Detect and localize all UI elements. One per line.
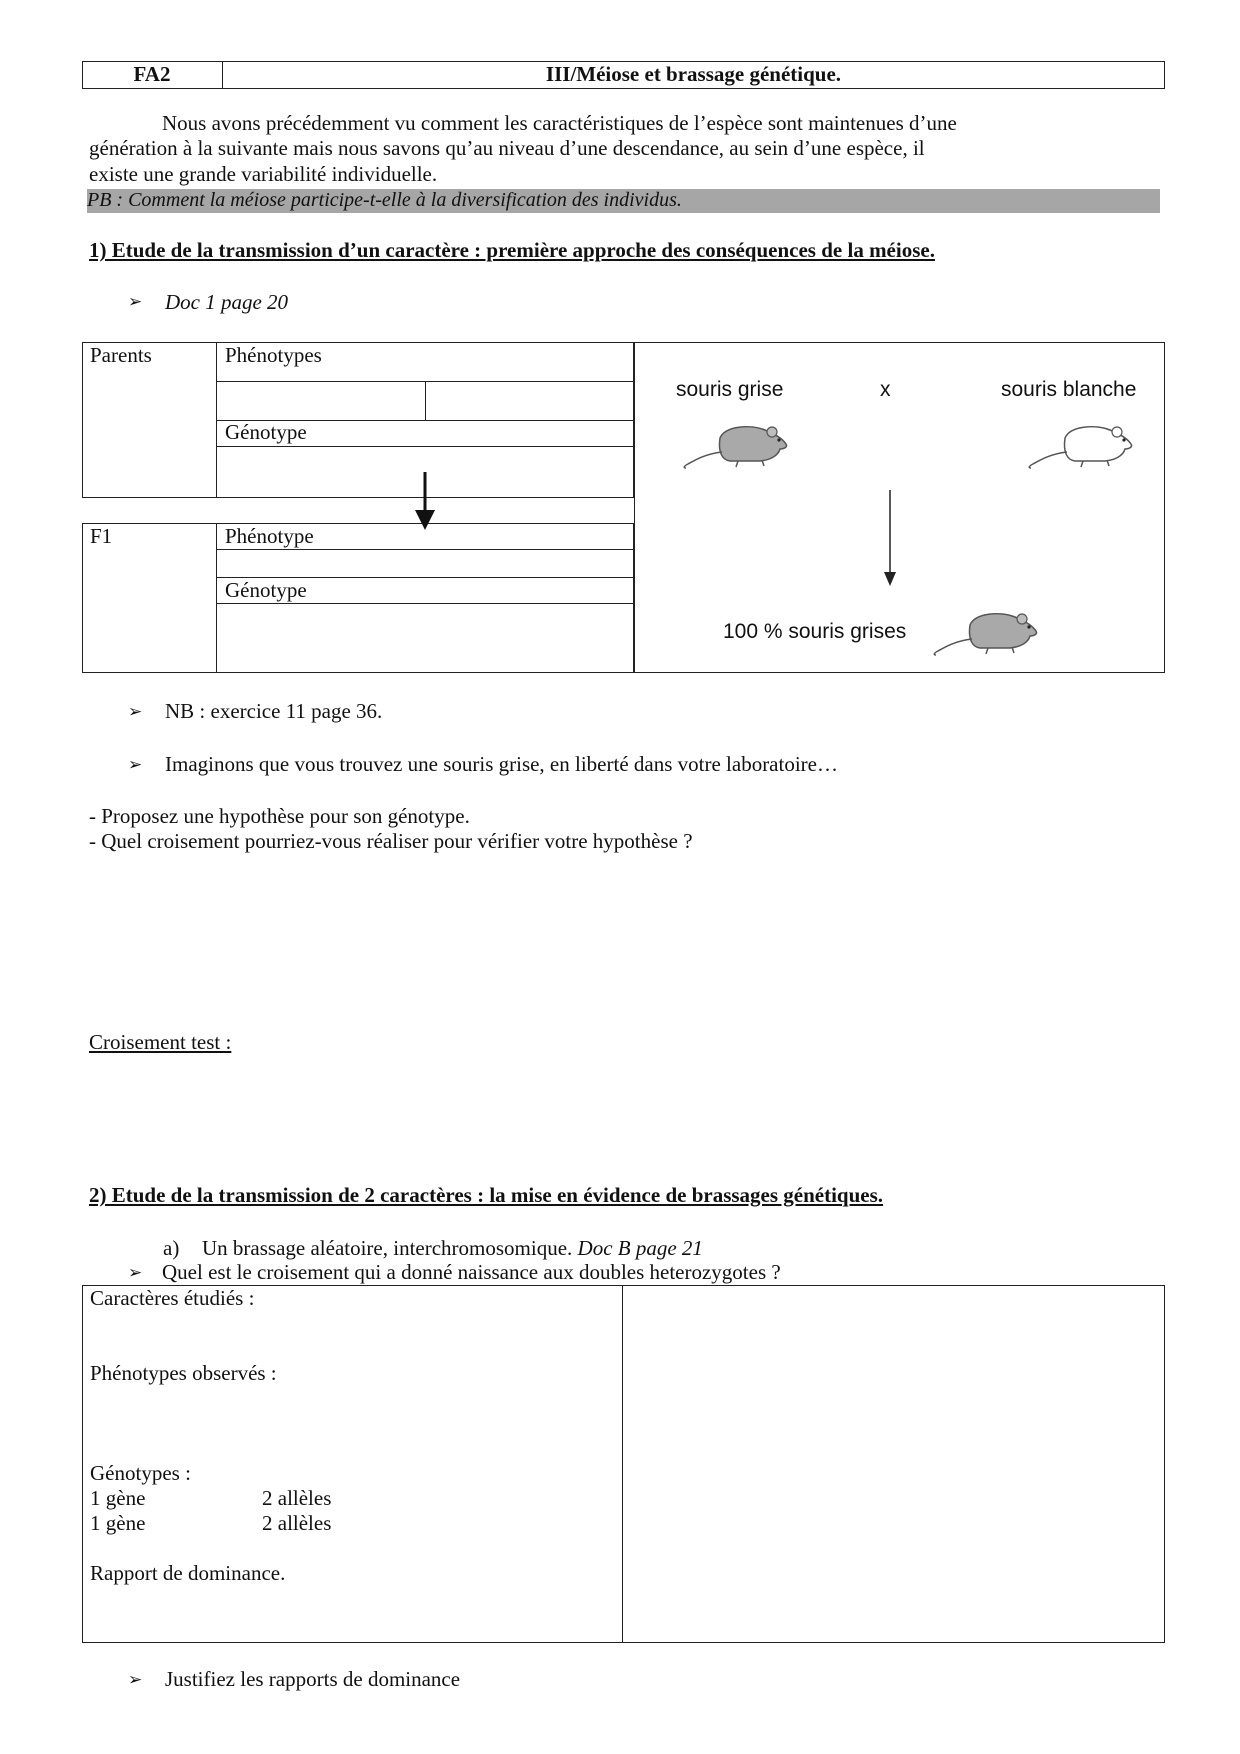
test-cross-label: Croisement test : [89, 1030, 232, 1054]
alleles-1-label: 2 allèles [262, 1486, 332, 1510]
question-hypothesis: - Proposez une hypothèse pour son génotype. [89, 804, 470, 828]
section-2-title: 2) Etude de la transmission de 2 caractères : la mise en évidence de brassages génétiques. [89, 1183, 884, 1207]
mouse-icon [680, 418, 795, 470]
down-arrow-icon [880, 490, 900, 590]
arrow-bullet-icon: ➢ [128, 292, 143, 312]
justify-dominance: Justifiez les rapports de dominance [165, 1667, 461, 1691]
alleles-2-label: 2 allèles [262, 1511, 332, 1535]
genotypes-label: Génotypes : [90, 1461, 191, 1485]
intro-line-2: génération à la suivante mais nous savons qu’au niveau d’une descendance, au sein d’une espèce, il [89, 136, 925, 160]
gene-2-label: 1 gène [90, 1511, 146, 1535]
mouse-icon [1025, 418, 1140, 470]
header-code: FA2 [133, 62, 171, 86]
figure-label-grey-mouse: souris grise [676, 378, 784, 401]
sub-a-heading [202, 1236, 703, 1261]
arrow-bullet-icon: ➢ [128, 702, 143, 722]
phenotype-label: Phénotype [225, 524, 314, 548]
sub-a-marker: a) [163, 1236, 180, 1260]
page-title: III/Méiose et brassage génétique. [545, 62, 842, 86]
characters-table [82, 1285, 1165, 1643]
mouse-icon [930, 605, 1045, 657]
sub-a-text: Un brassage aléatoire, interchromosomique. [202, 1236, 573, 1260]
figure-cross-symbol: x [880, 378, 891, 401]
gene-1-label: 1 gène [90, 1486, 146, 1510]
genotype-f1-label: Génotype [225, 578, 307, 602]
parents-label: Parents [90, 343, 152, 367]
problem-statement: PB : Comment la méiose participe-t-elle à la diversification des individus. [87, 189, 1160, 213]
f1-table [82, 523, 634, 673]
figure-result-label: 100 % souris grises [723, 620, 907, 643]
doc-1-reference: Doc 1 page 20 [165, 290, 289, 314]
nb-exercise: NB : exercice 11 page 36. [165, 699, 383, 723]
intro-line-3: existe une grande variabilité individuelle. [89, 162, 438, 186]
question-cross: - Quel croisement pourriez-vous réaliser pour vérifier votre hypothèse ? [89, 829, 693, 853]
genotype-label: Génotype [225, 420, 307, 444]
imagine-text: Imaginons que vous trouvez une souris grise, en liberté dans votre laboratoire… [165, 752, 838, 776]
observed-phenotypes-label: Phénotypes observés : [90, 1361, 277, 1385]
doc-b-reference: Doc B page 21 [577, 1236, 703, 1260]
phenotypes-label: Phénotypes [225, 343, 322, 367]
arrow-bullet-icon: ➢ [128, 1670, 143, 1690]
figure-label-white-mouse: souris blanche [1001, 378, 1137, 401]
intro-line-1: Nous avons précédemment vu comment les caractéristiques de l’espèce sont maintenues d’une [162, 111, 957, 135]
arrow-bullet-icon: ➢ [128, 755, 143, 775]
cross-question: Quel est le croisement qui a donné naissance aux doubles heterozygotes ? [162, 1260, 781, 1284]
down-arrow-icon [410, 472, 440, 532]
f1-label: F1 [90, 524, 113, 548]
dominance-label: Rapport de dominance. [90, 1561, 286, 1585]
section-1-title: 1) Etude de la transmission d’un caractère : première approche des conséquences de la méiose. [89, 238, 935, 262]
arrow-bullet-icon: ➢ [128, 1263, 143, 1283]
characters-studied-label: Caractères étudiés : [90, 1286, 255, 1310]
